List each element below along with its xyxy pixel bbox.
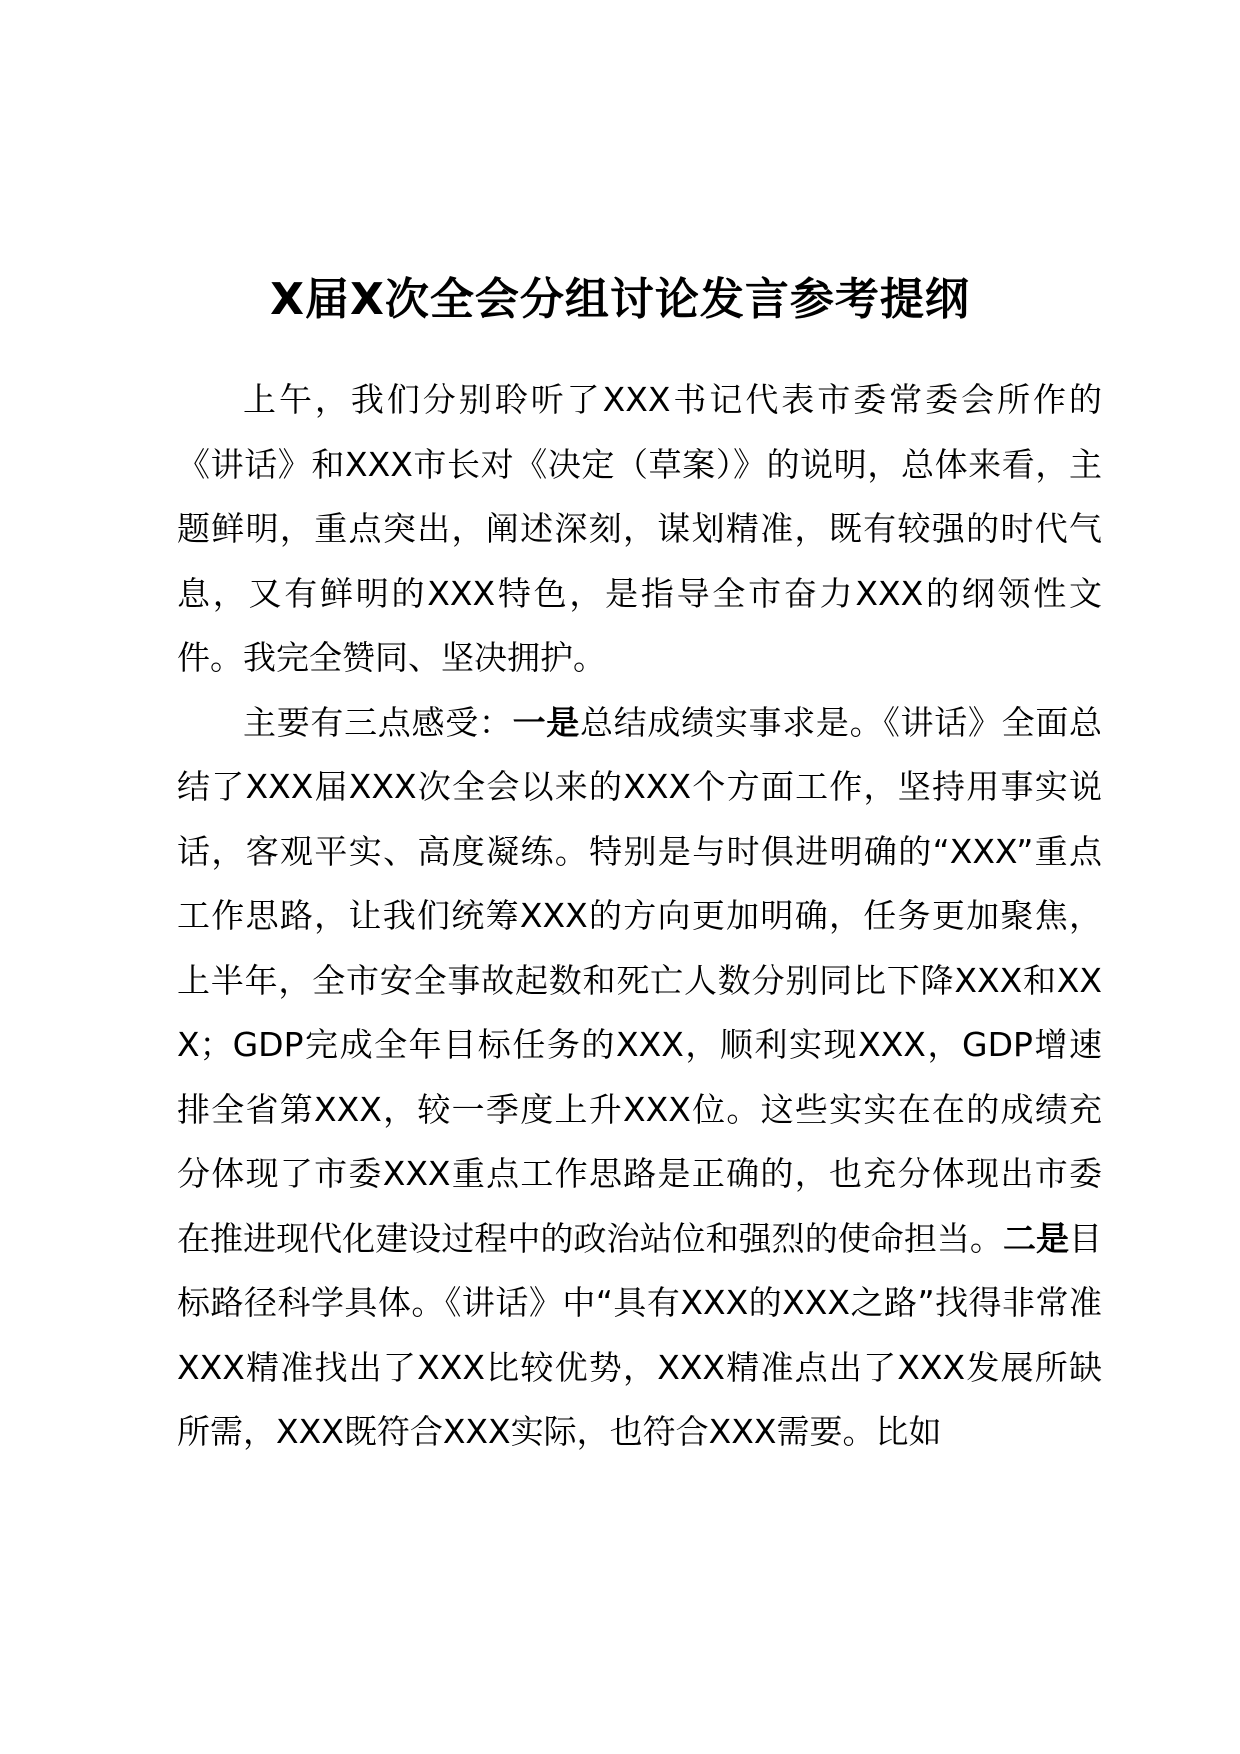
paragraph-intro [177,368,1102,691]
text-run: 上午，我们分别聆听了XXX书记代表市委常委会所作的《讲话》和XXX市长对《决定（草案）》的说明，总体来看，主题鲜明，重点突出，阐述深刻，谋划精准，既有较强的时代气息，又有鲜明的XXX特色，是指导全市奋力XXX的纲领性文件。我完全赞同、坚决拥护。 [177,380,1102,677]
document-body [177,368,1102,1465]
text-run: 主要有三点感受： [243,702,513,742]
text-run: 目标路径科学具体。《讲话》中“具有XXX的XXX之路”找得非常准XXX精准找出了XXX比较优势，XXX精准点出了XXX发展所缺所需，XXX既符合XXX实际，也符合XXX需要。比如 [177,1218,1103,1451]
bold-marker-second: 二是 [1002,1218,1070,1258]
text-run: 总结成绩实事求是。《讲话》全面总结了XXX届XXX次全会以来的XXX个方面工作，坚持用事实说话，客观平实、高度凝练。特别是与时俱进明确的“XXX”重点工作思路，让我们统筹XXX的方向更加明确，任务更加聚焦，上半年，全市安全事故起数和死亡人数分别同比下降XXX和XXX；GDP完成全年目标任务的XXX，顺利实现XXX，GDP增速排全省第XXX，较一季度上升XXX位。这些实实在在的成绩充分体现了市委XXX重点工作思路是正确的，也充分体现出市委在推进现代化建设过程中的政治站位和强烈的使命担当。 [177,702,1103,1258]
document-title: X届X次全会分组讨论发言参考提纲 [270,274,970,325]
bold-marker-first: 一是 [512,702,581,742]
paragraph-impressions [177,691,1102,1465]
